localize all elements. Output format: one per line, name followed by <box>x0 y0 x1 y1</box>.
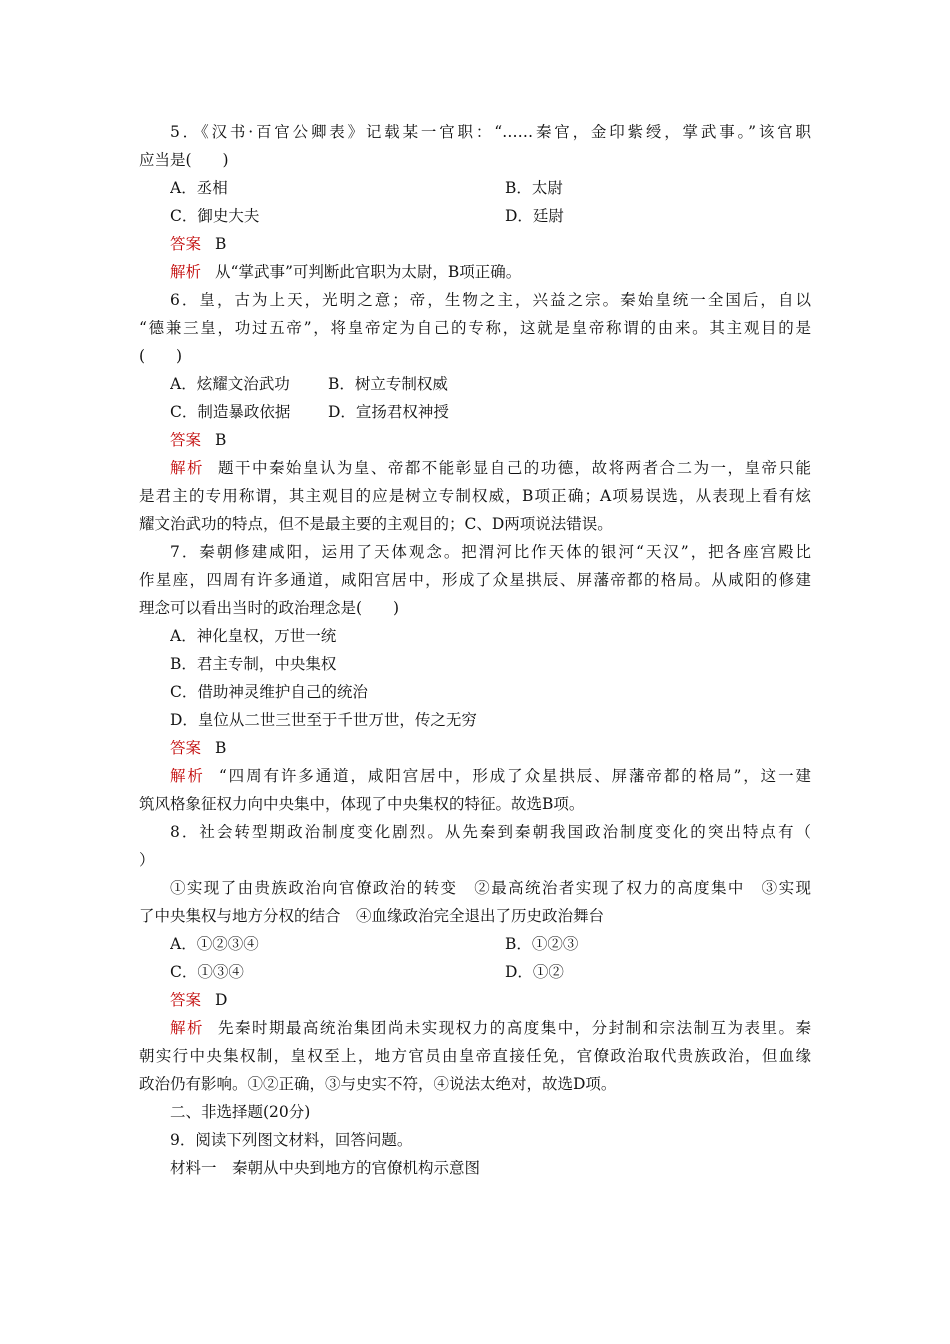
q6-options-row1 <box>170 370 842 398</box>
q6-options-row2 <box>170 398 842 426</box>
answer-label: 答案 <box>170 235 202 253</box>
analysis-text: 从“掌武事”可判断此官职为太尉，B项正确。 <box>215 263 522 281</box>
q8-analysis-line3: 政治仍有影响。①②正确，③与史实不符，④说法太绝对，故选D项。 <box>139 1075 617 1093</box>
q5-stem-line2: 应当是( ) <box>139 151 229 169</box>
q6-stem-line3: ( ) <box>139 347 183 365</box>
q8-answer <box>170 986 811 1014</box>
q5-options-row1 <box>170 174 842 202</box>
q7-answer <box>170 734 811 762</box>
q6-analysis-line3: 耀文治武功的特点，但不是最主要的主观目的；C、D两项说法错误。 <box>139 515 613 533</box>
q5-option-c: C．御史大夫 <box>170 207 260 225</box>
answer-value: B <box>215 235 227 253</box>
q6-answer <box>170 426 811 454</box>
q8-option-a: A．①②③④ <box>170 935 259 953</box>
q5-answer <box>170 230 811 258</box>
q5-option-a: A．丞相 <box>170 179 228 197</box>
q7-option-d: D．皇位从二世三世至于千世万世，传之无穷 <box>170 711 477 729</box>
q7-stem-line3: 理念可以看出当时的政治理念是( ) <box>139 599 400 617</box>
q6-option-b: B．树立专制权威 <box>328 375 448 393</box>
q7-stem-line1: 7．秦朝修建咸阳，运用了天体观念。把渭河比作天体的银河“天汉”，把各座宫殿比 <box>170 543 811 561</box>
q7-option-b: B．君主专制，中央集权 <box>170 655 337 673</box>
answer-label: 答案 <box>170 991 202 1009</box>
q5-option-d: D．廷尉 <box>505 207 564 225</box>
q7-option-a: A．神化皇权，万世一统 <box>170 627 337 645</box>
answer-label: 答案 <box>170 739 202 757</box>
analysis-text: 先秦时期最高统治集团尚未实现权力的高度集中，分封制和宗法制互为表里。秦 <box>217 1019 811 1037</box>
q8-option-b: B．①②③ <box>505 935 579 953</box>
q8-option-c: C．①③④ <box>170 963 244 981</box>
answer-label: 答案 <box>170 431 202 449</box>
q8-analysis-line2: 朝实行中央集权制，皇权至上，地方官员由皇帝直接任免，官僚政治取代贵族政治，但血缘 <box>139 1047 811 1065</box>
q6-analysis-line1 <box>170 454 811 482</box>
analysis-label: 解析 <box>170 767 205 785</box>
q7-analysis-line2: 筑风格象征权力向中央集中，体现了中央集权的特征。故选B项。 <box>139 795 585 813</box>
answer-value: B <box>215 739 227 757</box>
answer-value: D <box>215 991 228 1009</box>
q6-option-c: C．制造暴政依据 <box>170 403 291 421</box>
q8-statements-line1: ①实现了由贵族政治向官僚政治的转变 ②最高统治者实现了权力的高度集中 ③实现 <box>170 879 811 897</box>
q6-analysis-line2: 是君主的专用称谓，其主观目的应是树立专制权威，B项正确；A项易误选，从表现上看有炫 <box>139 487 811 505</box>
q8-stem-line2: ） <box>139 851 155 869</box>
section-heading: 二、非选择题(20分) <box>170 1103 311 1121</box>
q8-analysis-line1 <box>170 1014 811 1042</box>
q5-stem-line1: 5．《汉书·百官公卿表》记载某一官职：“……秦官，金印紫绶，掌武事。”该官职 <box>170 123 811 141</box>
analysis-text: 题干中秦始皇认为皇、帝都不能彰显自己的功德，故将两者合二为一，皇帝只能 <box>217 459 811 477</box>
q7-option-c: C．借助神灵维护自己的统治 <box>170 683 368 701</box>
q5-option-b: B．太尉 <box>505 179 563 197</box>
q6-option-a: A．炫耀文治武功 <box>170 375 290 393</box>
q8-statements-line2: 了中央集权与地方分权的结合 ④血缘政治完全退出了历史政治舞台 <box>139 907 605 925</box>
q6-stem-line1: 6．皇，古为上天，光明之意；帝，生物之主，兴益之宗。秦始皇统一全国后，自以 <box>170 291 811 309</box>
q8-option-d: D．①② <box>505 963 564 981</box>
material-one-caption: 材料一 秦朝从中央到地方的官僚机构示意图 <box>170 1159 481 1177</box>
q5-options-row2 <box>170 202 842 230</box>
q7-analysis-line1 <box>170 762 811 790</box>
answer-value: B <box>215 431 227 449</box>
q5-analysis <box>170 258 811 286</box>
q8-stem-line1: 8．社会转型期政治制度变化剧烈。从先秦到秦朝我国政治制度变化的突出特点有（ <box>170 823 811 841</box>
q8-options-row2 <box>170 958 842 986</box>
analysis-label: 解析 <box>170 263 202 281</box>
analysis-text: “四周有许多通道，咸阳宫居中，形成了众星拱辰、屏藩帝都的格局”，这一建 <box>218 767 811 785</box>
q8-options-row1 <box>170 930 842 958</box>
q6-stem-line2: “德兼三皇，功过五帝”，将皇帝定为自己的专称，这就是皇帝称谓的由来。其主观目的是 <box>139 319 811 337</box>
analysis-label: 解析 <box>170 459 204 477</box>
q6-option-d: D．宣扬君权神授 <box>328 403 449 421</box>
analysis-label: 解析 <box>170 1019 204 1037</box>
q9-stem: 9．阅读下列图文材料，回答问题。 <box>170 1131 413 1149</box>
q7-stem-line2: 作星座，四周有许多通道，咸阳宫居中，形成了众星拱辰、屏藩帝都的格局。从咸阳的修建 <box>139 571 811 589</box>
